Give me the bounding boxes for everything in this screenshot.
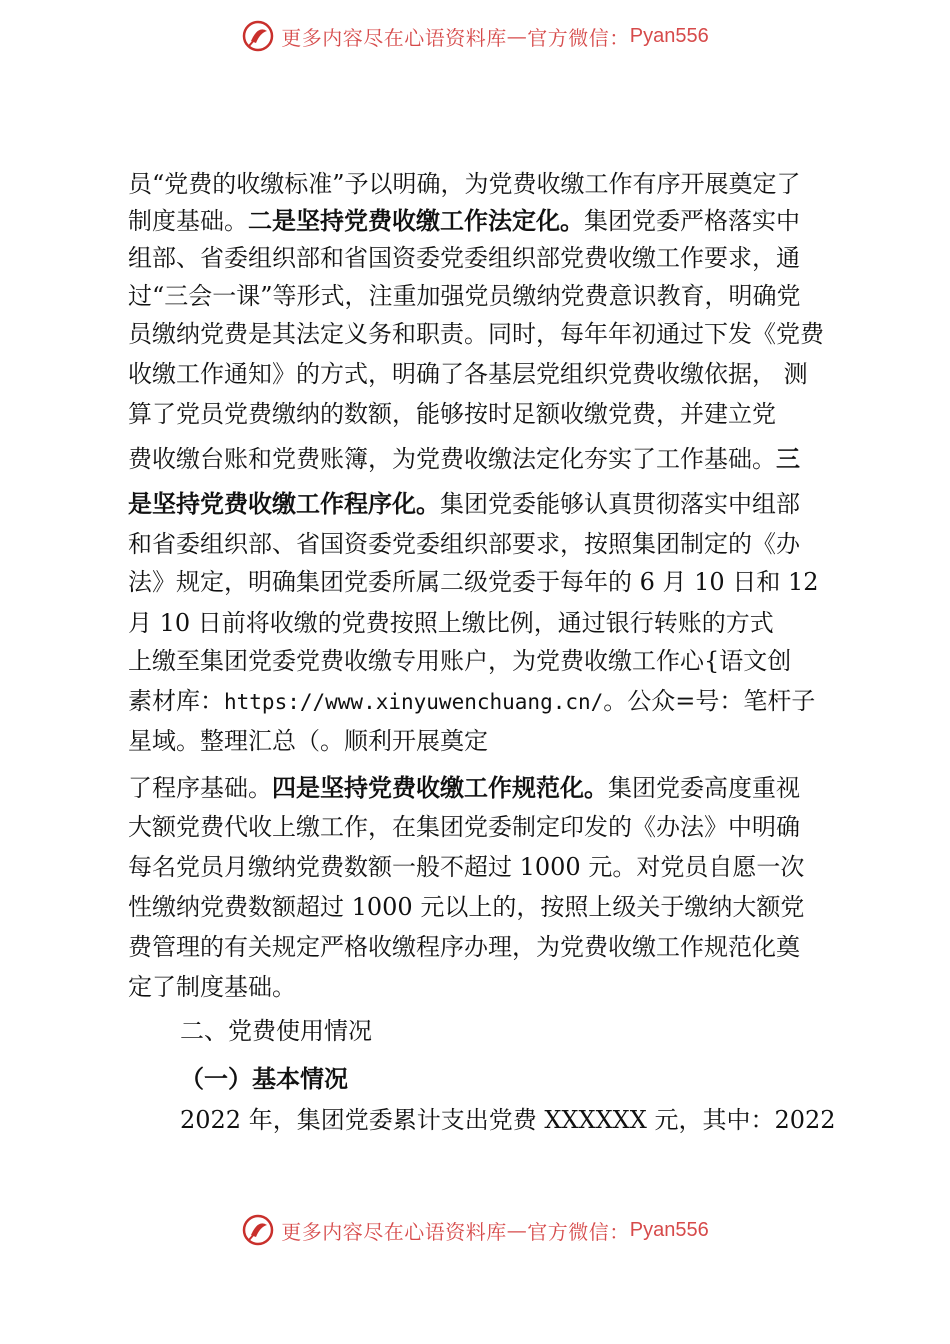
text-run: 制度基础。 [128,207,248,235]
text-line: 和省委组织部、省国资委党委组织部要求，按照集团制定的《办 [128,530,800,558]
section-heading: 二、党费使用情况 [180,1017,372,1045]
text-line [128,488,800,520]
text-line: 性缴纳党费数额超过 1000 元以上的，按照上级关于缴纳大额党 [128,893,805,921]
text-run: 。公众=号：笔杆子 [603,687,816,715]
brand-logo-icon [241,19,275,53]
text-line [128,205,800,237]
text-line [128,685,815,717]
text-line: 月 10 日前将收缴的党费按照上缴比例，通过银行转账的方式 [128,609,774,637]
text-line [128,772,800,804]
text-line: 星域。整理汇总（。顺利开展奠定 [128,727,488,755]
text-line: 员“党费的收缴标准”予以明确，为党费收缴工作有序开展奠定了 [128,170,801,198]
banner-wechat-label: 官方微信： [527,1219,630,1244]
text-line [128,443,800,475]
text-run: 素材库： [128,687,224,715]
text-line: 收缴工作通知》的方式，明确了各基层党组织党费收缴依据， 测 [128,360,808,388]
text-line: 2022 年，集团党委累计支出党费 XXXXXX 元，其中：2022 [180,1106,836,1134]
text-line: 上缴至集团党委党费收缴专用账户，为党费收缴工作心{语文创 [128,647,792,675]
bold-heading: 三 [776,445,800,473]
text-run: 集团党委能够认真贯彻落实中组部 [440,490,800,518]
bold-heading: 是坚持党费收缴工作程序化。 [128,490,440,518]
banner-dash: — [506,1218,528,1242]
banner-wechat-label: 官方微信： [527,25,630,50]
text-run: 费收缴台账和党费账簿，为党费收缴法定化夯实了工作基础。 [128,445,776,473]
text-line: 大额党费代收上缴工作，在集团党委制定印发的《办法》中明确 [128,813,800,841]
text-run: 集团党委严格落实中 [584,207,800,235]
header-banner [0,16,950,56]
banner-wechat-id: Pyan556 [629,24,709,47]
banner-dash: — [506,24,528,48]
text-run: 集团党委高度重视 [608,774,800,802]
banner-title: 更多内容尽在心语资料库 [281,1219,507,1244]
subsection-heading: （一）基本情况 [180,1065,348,1093]
text-line: 过“三会一课”等形式，注重加强党员缴纳党费意识教育，明确党 [128,282,801,310]
url-link: https://www.xinyuwenchuang.cn/ [224,690,604,714]
footer-banner [0,1210,950,1250]
text-run: 了程序基础。 [128,774,272,802]
text-line: 定了制度基础。 [128,973,296,1001]
text-line: 员缴纳党费是其法定义务和职责。同时，每年年初通过下发《党费 [128,320,824,348]
banner-title: 更多内容尽在心语资料库 [281,25,507,50]
text-line: 组部、省委组织部和省国资委党委组织部党费收缴工作要求，通 [128,244,800,272]
bold-heading: 四是坚持党费收缴工作规范化。 [272,774,608,802]
text-line: 法》规定，明确集团党委所属二级党委于每年的 6 月 10 日和 12 [128,568,819,596]
bold-heading: 二是坚持党费收缴工作法定化。 [248,207,584,235]
brand-logo-icon [241,1213,275,1247]
text-line: 每名党员月缴纳党费数额一般不超过 1000 元。对党员自愿一次 [128,853,805,881]
text-line: 算了党员党费缴纳的数额，能够按时足额收缴党费，并建立党 [128,400,776,428]
text-line: 费管理的有关规定严格收缴程序办理，为党费收缴工作规范化奠 [128,933,800,961]
banner-wechat-id: Pyan556 [629,1218,709,1241]
